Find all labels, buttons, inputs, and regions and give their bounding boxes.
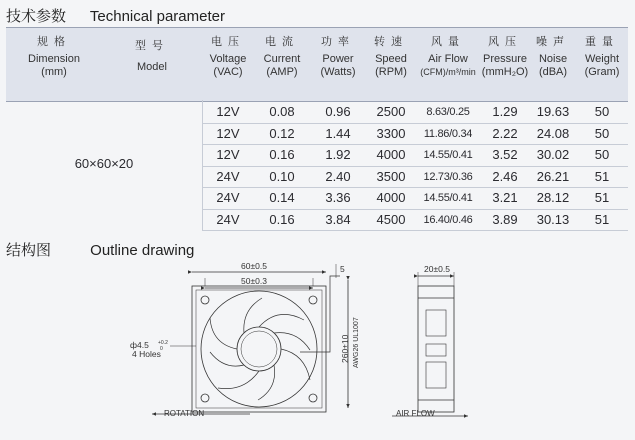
header-voltage-en: Voltage — [209, 53, 247, 65]
voltage-cell: 12V — [216, 104, 240, 119]
dimension-value: 60×60×20 — [74, 155, 134, 171]
voltage-cell: 24V — [216, 168, 240, 184]
hole-tol-top: +0.2 — [158, 340, 168, 346]
pressure-cell: 3.89 — [492, 211, 518, 227]
current-cell: 0.16 — [269, 147, 295, 162]
fan-shroud-circle — [201, 291, 317, 407]
header-dimension-unit: (mm) — [41, 66, 67, 78]
header-power-unit: (Watts) — [320, 66, 356, 78]
header-speed-en: Speed — [375, 53, 407, 65]
header-pressure-en: Pressure — [482, 53, 528, 65]
header-current — [254, 36, 310, 79]
pressure-cell: 3.21 — [492, 190, 518, 205]
wire-spec-label: AWG26 UL1007 — [353, 317, 360, 368]
current-cell: 0.16 — [269, 211, 295, 227]
airflow-cell: 8.63/0.25 — [426, 106, 470, 118]
pressure-cell: 2.22 — [492, 125, 518, 141]
weight-cell: 50 — [594, 104, 610, 119]
table-row — [202, 145, 628, 167]
width-label: 60±0.5 — [241, 261, 267, 271]
header-voltage-cn: 电压 — [211, 36, 245, 48]
speed-cell: 4500 — [376, 211, 406, 227]
header-pressure-unit: (mmH₂O) — [481, 66, 529, 78]
pressure-cell: 1.29 — [492, 104, 518, 119]
fan-hub-inner — [241, 331, 277, 367]
noise-cell: 24.08 — [536, 125, 570, 141]
rotation-label: ROTATION — [164, 409, 205, 418]
mount-hole-icon — [201, 296, 209, 304]
header-pressure-cn: 风压 — [488, 36, 522, 48]
voltage-cell: 12V — [216, 147, 240, 162]
outline-drawing-svg — [0, 258, 635, 435]
header-dimension-en: Dimension — [28, 53, 80, 65]
fan-frame-side — [418, 286, 454, 412]
lead-wire — [300, 276, 340, 352]
speed-cell: 4000 — [376, 147, 406, 162]
airflow-cell: 14.55/0.41 — [423, 192, 473, 204]
pressure-cell: 2.46 — [492, 168, 518, 184]
voltage-cell: 24V — [216, 190, 240, 205]
current-cell: 0.14 — [269, 190, 295, 205]
fan-frame-front — [192, 286, 326, 412]
power-cell: 1.44 — [325, 125, 351, 141]
power-cell: 0.96 — [325, 104, 351, 119]
header-speed-cn: 转速 — [374, 36, 408, 48]
fan-blades-icon — [210, 298, 310, 400]
holes-label: 4 Holes — [132, 349, 161, 359]
header-voltage — [202, 36, 254, 79]
header-current-en: Current — [263, 53, 301, 65]
spec-rows — [202, 102, 628, 231]
spec-table-header — [6, 27, 628, 102]
noise-cell: 30.02 — [536, 147, 570, 162]
airflow-cell: 12.73/0.36 — [423, 170, 473, 183]
header-voltage-unit: (VAC) — [213, 66, 243, 78]
header-model-en: Model — [137, 61, 167, 73]
speed-cell: 3300 — [376, 125, 406, 141]
header-weight-unit: (Gram) — [584, 66, 620, 78]
depth-label: 20±0.5 — [424, 264, 450, 274]
header-model-cn: 型号 — [135, 40, 169, 52]
speed-cell: 2500 — [376, 104, 406, 119]
outline-drawing — [0, 258, 635, 435]
table-row — [202, 124, 628, 146]
header-noise-cn: 噪声 — [536, 36, 570, 48]
spec-title-en: Technical parameter — [89, 8, 225, 25]
outline-title-cn: 结构图 — [6, 242, 52, 259]
table-row — [202, 210, 628, 232]
header-dimension-cn: 规格 — [37, 36, 71, 48]
header-airflow-unit: (CFM)/m³/min — [420, 67, 476, 77]
weight-cell: 50 — [594, 125, 610, 141]
pitch-label: 50±0.3 — [241, 276, 267, 286]
header-noise-en: Noise — [538, 53, 568, 65]
weight-cell: 51 — [594, 168, 610, 184]
airflow-label: AIR FLOW — [396, 409, 435, 418]
airflow-cell: 11.86/0.34 — [423, 127, 473, 140]
noise-cell: 26.21 — [536, 168, 570, 184]
spec-title-cn: 技术参数 — [6, 8, 67, 25]
weight-cell: 51 — [594, 211, 610, 227]
header-power-cn: 功率 — [321, 36, 355, 48]
weight-cell: 50 — [594, 147, 610, 162]
header-airflow-en: Air Flow — [428, 53, 468, 65]
pressure-cell: 3.52 — [492, 147, 518, 162]
hole-tol-bottom: 0 — [160, 346, 163, 352]
spec-table — [6, 27, 628, 231]
table-row — [202, 188, 628, 210]
table-row — [202, 102, 628, 124]
header-speed — [366, 36, 416, 79]
fan-hub-circle — [237, 327, 281, 371]
outline-section-title — [6, 239, 194, 260]
header-weight-en: Weight — [584, 53, 620, 65]
header-weight — [576, 36, 628, 79]
header-current-unit: (AMP) — [266, 66, 298, 78]
speed-cell: 4000 — [376, 190, 406, 205]
lead-offset-label: 5 — [340, 264, 345, 274]
fan-frame-inner — [196, 290, 322, 408]
power-cell: 1.92 — [325, 147, 351, 162]
current-cell: 0.10 — [269, 168, 295, 184]
hole-label: ф4.5 — [130, 340, 149, 350]
noise-cell: 19.63 — [536, 104, 570, 119]
power-cell: 3.36 — [325, 190, 351, 205]
header-model — [102, 40, 202, 74]
header-airflow-cn: 风量 — [431, 36, 465, 48]
current-cell: 0.08 — [269, 104, 295, 119]
spec-section-title — [6, 5, 225, 26]
header-dimension — [6, 36, 102, 79]
mount-hole-icon — [309, 394, 317, 402]
header-noise — [530, 36, 576, 79]
speed-cell: 3500 — [376, 168, 406, 184]
power-cell: 3.84 — [325, 211, 351, 227]
table-row — [202, 167, 628, 189]
header-pressure — [480, 36, 530, 79]
outline-title-en: Outline drawing — [90, 242, 195, 259]
current-cell: 0.12 — [269, 125, 295, 141]
voltage-cell: 24V — [216, 211, 240, 227]
noise-cell: 28.12 — [536, 190, 570, 205]
header-noise-unit: (dBA) — [538, 66, 568, 78]
airflow-cell: 16.40/0.46 — [423, 213, 473, 226]
power-cell: 2.40 — [325, 168, 351, 184]
voltage-cell: 12V — [216, 125, 240, 141]
header-power — [310, 36, 366, 79]
header-airflow — [416, 36, 480, 79]
header-speed-unit: (RPM) — [375, 66, 407, 78]
lead-length-label: 260±10 — [340, 334, 350, 363]
mount-hole-icon — [201, 394, 209, 402]
weight-cell: 51 — [594, 190, 610, 205]
header-weight-cn: 重量 — [585, 36, 619, 48]
noise-cell: 30.13 — [536, 211, 570, 227]
mount-hole-icon — [309, 296, 317, 304]
airflow-cell: 14.55/0.41 — [423, 149, 473, 161]
header-current-cn: 电流 — [265, 36, 299, 48]
header-power-en: Power — [322, 53, 354, 65]
